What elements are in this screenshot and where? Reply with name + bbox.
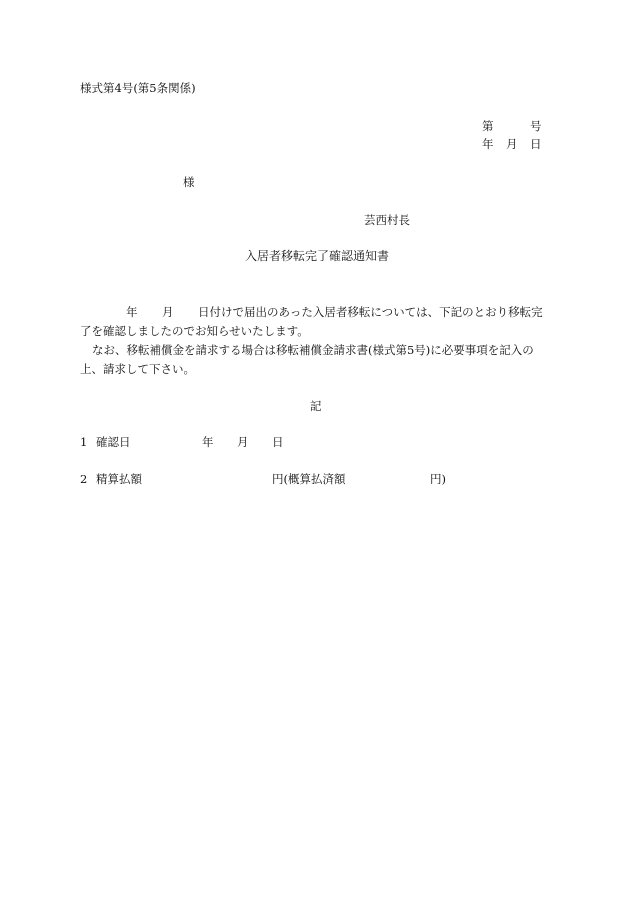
doc-date-year: 年 [482, 137, 494, 151]
doc-date-month: 月 [506, 137, 518, 151]
issuer: 芸西村長 [364, 213, 410, 227]
form-label: 様式第4号(第5条関係) [80, 81, 196, 95]
body-line1-rest: 日付けで届出のあった入居者移転については、下記のとおり移転完 [198, 305, 543, 319]
item-month: 月 [237, 435, 249, 449]
body-line3: なお、移転補償金を請求する場合は移転補償金請求書(様式第5号)に必要事項を記入の [92, 343, 534, 357]
body-line1-month: 月 [162, 305, 174, 319]
item-label: 精算払額 [96, 472, 142, 486]
body-line2: 了を確認しましたのでお知らせいたします。 [80, 324, 309, 338]
item-yen-close: 円) [430, 472, 446, 486]
addressee-honorific: 様 [183, 175, 195, 189]
document-title: 入居者移転完了確認通知書 [245, 249, 390, 263]
doc-date-day: 日 [530, 137, 542, 151]
item-year: 年 [202, 435, 214, 449]
body-line1-year: 年 [126, 305, 138, 319]
item-number: 1 [80, 435, 88, 449]
item-number: 2 [80, 472, 88, 486]
body-line4: 上、請求して下さい。 [80, 362, 195, 376]
doc-number-suffix: 号 [530, 119, 542, 133]
item-yen: 円(概算払済額 [272, 472, 346, 486]
ki-heading: 記 [310, 399, 322, 413]
item-label: 確認日 [96, 435, 131, 449]
item-day: 日 [272, 435, 284, 449]
doc-number-prefix: 第 [482, 119, 494, 133]
